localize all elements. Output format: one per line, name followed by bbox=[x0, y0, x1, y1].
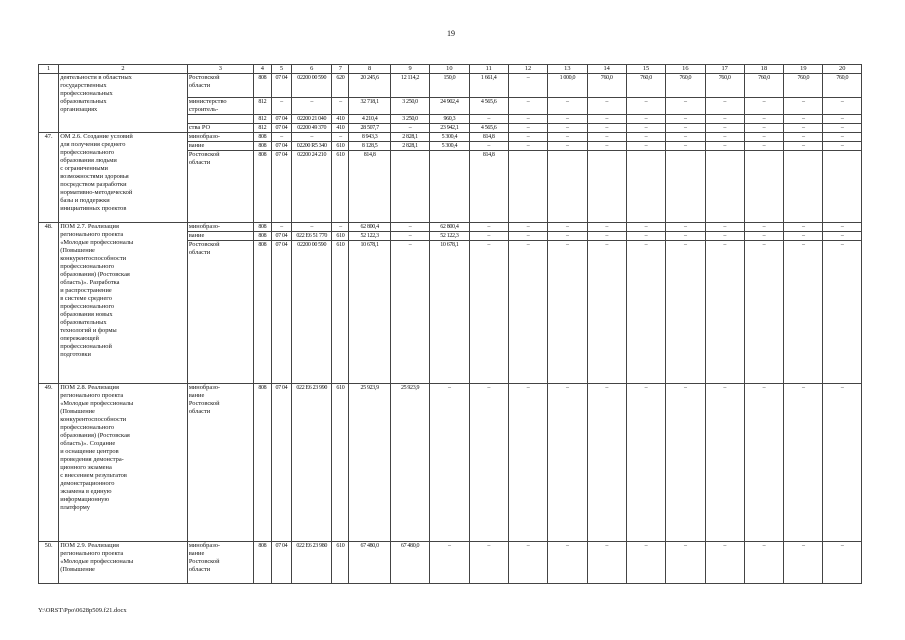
executor: ства РО bbox=[187, 124, 253, 133]
year-value: 2 828,1 bbox=[390, 133, 429, 142]
year-value: – bbox=[430, 384, 469, 542]
total-value: 25 923,9 bbox=[349, 384, 390, 542]
year-value: 62 800,4 bbox=[430, 223, 469, 232]
year-value: – bbox=[587, 232, 626, 241]
year-value: – bbox=[705, 115, 744, 124]
year-value: – bbox=[469, 241, 508, 384]
activity-name: ПОМ 2.8. Реализация регионального проекта «Молодые профессионалы (Повышение конкурентоспособности профессионального образования) (Ростовская область)». Создание и оснащение центров проведения демонстра- ционного экзамена с внесением результатов демонстрационного экзамена в единую информационную платформу bbox=[59, 384, 188, 542]
year-value bbox=[744, 151, 783, 223]
section-code: 07 04 bbox=[271, 142, 291, 151]
year-value bbox=[587, 151, 626, 223]
year-value: 5 300,4 bbox=[430, 142, 469, 151]
year-value: – bbox=[744, 232, 783, 241]
expense-type: – bbox=[332, 133, 349, 142]
year-value: – bbox=[548, 142, 587, 151]
column-number: 6 bbox=[292, 65, 332, 74]
year-value: – bbox=[705, 232, 744, 241]
column-number: 18 bbox=[744, 65, 783, 74]
year-value: – bbox=[548, 542, 587, 584]
year-value: – bbox=[784, 98, 823, 115]
year-value: – bbox=[744, 98, 783, 115]
section-code: – bbox=[271, 98, 291, 115]
expense-type: – bbox=[332, 98, 349, 115]
year-value: – bbox=[548, 223, 587, 232]
expense-type: 610 bbox=[332, 542, 349, 584]
year-value: – bbox=[784, 241, 823, 384]
year-value: – bbox=[587, 241, 626, 384]
year-value: 12 114,2 bbox=[390, 74, 429, 98]
total-value: 8 943,3 bbox=[349, 133, 390, 142]
column-number: 4 bbox=[253, 65, 271, 74]
year-value: – bbox=[587, 223, 626, 232]
activity-name: ПОМ 2.9. Реализация регионального проекта «Молодые профессионалы (Повышение bbox=[59, 542, 188, 584]
year-value bbox=[666, 151, 705, 223]
column-number: 15 bbox=[626, 65, 665, 74]
gov-code: 808 bbox=[253, 223, 271, 232]
year-value: 10 678,1 bbox=[430, 241, 469, 384]
column-number: 1 bbox=[39, 65, 59, 74]
year-value bbox=[823, 151, 862, 223]
total-value: 67 480,0 bbox=[349, 542, 390, 584]
year-value: – bbox=[666, 542, 705, 584]
year-value bbox=[784, 151, 823, 223]
executor: Ростовской области bbox=[187, 74, 253, 98]
row-number: 48. bbox=[39, 223, 59, 384]
executor: минобразо- bbox=[187, 133, 253, 142]
table-row bbox=[39, 384, 862, 542]
year-value: – bbox=[823, 142, 862, 151]
year-value: – bbox=[469, 115, 508, 124]
gov-code: 808 bbox=[253, 542, 271, 584]
year-value: – bbox=[666, 115, 705, 124]
year-value: – bbox=[390, 223, 429, 232]
column-number: 14 bbox=[587, 65, 626, 74]
year-value: – bbox=[744, 124, 783, 133]
column-number: 16 bbox=[666, 65, 705, 74]
gov-code: 812 bbox=[253, 98, 271, 115]
table-row bbox=[39, 74, 862, 98]
year-value: 960,3 bbox=[430, 115, 469, 124]
total-value: 20 245,6 bbox=[349, 74, 390, 98]
year-value: – bbox=[587, 133, 626, 142]
year-value bbox=[548, 151, 587, 223]
year-value: – bbox=[705, 241, 744, 384]
year-value: – bbox=[626, 115, 665, 124]
page-number: 19 bbox=[447, 29, 455, 38]
gov-code: 808 bbox=[253, 241, 271, 384]
year-value: 24 902,4 bbox=[430, 98, 469, 115]
year-value: – bbox=[626, 232, 665, 241]
year-value: – bbox=[548, 98, 587, 115]
column-number: 12 bbox=[508, 65, 547, 74]
executor bbox=[187, 115, 253, 124]
executor: вание bbox=[187, 142, 253, 151]
target-article: 022 E6 23 990 bbox=[292, 384, 332, 542]
year-value: – bbox=[508, 542, 547, 584]
year-value: – bbox=[666, 384, 705, 542]
section-code: 07 04 bbox=[271, 74, 291, 98]
table-row bbox=[39, 542, 862, 584]
target-article: 02200 00 590 bbox=[292, 74, 332, 98]
column-number: 5 bbox=[271, 65, 291, 74]
year-value bbox=[430, 151, 469, 223]
year-value: – bbox=[784, 223, 823, 232]
year-value: 2 828,1 bbox=[390, 142, 429, 151]
expense-type: 610 bbox=[332, 232, 349, 241]
year-value: – bbox=[548, 115, 587, 124]
executor: министерство строитель- bbox=[187, 98, 253, 115]
year-value: – bbox=[666, 133, 705, 142]
target-article: – bbox=[292, 223, 332, 232]
target-article: 02200 R5 340 bbox=[292, 142, 332, 151]
total-value: 62 800,4 bbox=[349, 223, 390, 232]
target-article: – bbox=[292, 98, 332, 115]
year-value: – bbox=[666, 142, 705, 151]
activity-name: ОМ 2.6. Создание условий для получения среднего профессионального образования людьми с ограниченными возможностями здоровья посредством разработки нормативно-методической базы и поддержки инициативных проектов bbox=[59, 133, 188, 223]
year-value: 1 661,4 bbox=[469, 74, 508, 98]
file-path-footer: Y:\ORST\Ppo\0628p509.f21.docx bbox=[38, 607, 127, 614]
year-value: 760,0 bbox=[744, 74, 783, 98]
year-value: – bbox=[548, 232, 587, 241]
year-value: – bbox=[705, 133, 744, 142]
column-number: 20 bbox=[823, 65, 862, 74]
year-value: 25 923,9 bbox=[390, 384, 429, 542]
gov-code: 808 bbox=[253, 232, 271, 241]
year-value: – bbox=[587, 115, 626, 124]
year-value: – bbox=[469, 142, 508, 151]
year-value: – bbox=[823, 223, 862, 232]
column-number-row bbox=[39, 65, 862, 74]
column-number: 19 bbox=[784, 65, 823, 74]
year-value: – bbox=[469, 384, 508, 542]
year-value: – bbox=[508, 384, 547, 542]
year-value: 760,0 bbox=[666, 74, 705, 98]
year-value: – bbox=[626, 241, 665, 384]
year-value: – bbox=[744, 142, 783, 151]
row-number: 49. bbox=[39, 384, 59, 542]
total-value: 32 718,1 bbox=[349, 98, 390, 115]
column-number: 8 bbox=[349, 65, 390, 74]
column-number: 3 bbox=[187, 65, 253, 74]
year-value: – bbox=[744, 115, 783, 124]
year-value: 52 122,3 bbox=[430, 232, 469, 241]
section-code: – bbox=[271, 133, 291, 142]
year-value: – bbox=[626, 98, 665, 115]
year-value: – bbox=[744, 384, 783, 542]
total-value: 52 122,3 bbox=[349, 232, 390, 241]
year-value: – bbox=[626, 133, 665, 142]
year-value: 814,8 bbox=[469, 133, 508, 142]
section-code: 07 04 bbox=[271, 542, 291, 584]
expense-type: – bbox=[332, 223, 349, 232]
target-article: 02200 49 370 bbox=[292, 124, 332, 133]
year-value: – bbox=[823, 241, 862, 384]
year-value: – bbox=[508, 124, 547, 133]
year-value: – bbox=[823, 98, 862, 115]
target-article: 02200 24 210 bbox=[292, 151, 332, 223]
year-value: – bbox=[508, 241, 547, 384]
year-value bbox=[705, 151, 744, 223]
year-value: 1 000,0 bbox=[548, 74, 587, 98]
gov-code: 808 bbox=[253, 74, 271, 98]
year-value: – bbox=[744, 223, 783, 232]
year-value: – bbox=[666, 98, 705, 115]
year-value: – bbox=[744, 241, 783, 384]
year-value: 67 480,0 bbox=[390, 542, 429, 584]
activity-name: ПОМ 2.7. Реализация регионального проекта «Молодые профессионалы (Повышение конкурентоспособности профессионального образования) (Ростовская область)». Разработка и распространение в системе среднего профессионального образования новых образовательных технологий и формы опережающей профессиональной подготовки bbox=[59, 223, 188, 384]
expense-type: 410 bbox=[332, 115, 349, 124]
section-code: – bbox=[271, 223, 291, 232]
year-value: – bbox=[784, 542, 823, 584]
year-value: – bbox=[508, 133, 547, 142]
year-value: – bbox=[469, 223, 508, 232]
section-code: 07 04 bbox=[271, 384, 291, 542]
year-value: – bbox=[390, 232, 429, 241]
budget-table bbox=[38, 64, 862, 584]
gov-code: 812 bbox=[253, 115, 271, 124]
column-number: 17 bbox=[705, 65, 744, 74]
target-article: 02200 00 590 bbox=[292, 241, 332, 384]
total-value: 814,8 bbox=[349, 151, 390, 223]
gov-code: 808 bbox=[253, 384, 271, 542]
year-value: – bbox=[548, 241, 587, 384]
column-number: 13 bbox=[548, 65, 587, 74]
column-number: 11 bbox=[469, 65, 508, 74]
year-value bbox=[508, 151, 547, 223]
year-value: – bbox=[390, 124, 429, 133]
total-value: 10 678,1 bbox=[349, 241, 390, 384]
year-value: – bbox=[823, 115, 862, 124]
row-number: 50. bbox=[39, 542, 59, 584]
year-value: – bbox=[823, 133, 862, 142]
year-value: – bbox=[469, 542, 508, 584]
column-number: 2 bbox=[59, 65, 188, 74]
year-value: – bbox=[705, 142, 744, 151]
year-value: – bbox=[784, 232, 823, 241]
year-value: – bbox=[626, 384, 665, 542]
section-code: 07 04 bbox=[271, 151, 291, 223]
target-article: – bbox=[292, 133, 332, 142]
total-value: 4 210,4 bbox=[349, 115, 390, 124]
year-value: 23 942,1 bbox=[430, 124, 469, 133]
year-value: 760,0 bbox=[587, 74, 626, 98]
activity-name: деятельности в областных государственных профессиональных образовательных организациях bbox=[59, 74, 188, 133]
year-value: – bbox=[705, 124, 744, 133]
executor: минобразо- bbox=[187, 223, 253, 232]
expense-type: 610 bbox=[332, 142, 349, 151]
year-value: – bbox=[626, 223, 665, 232]
year-value: 760,0 bbox=[823, 74, 862, 98]
year-value: – bbox=[784, 142, 823, 151]
year-value: – bbox=[390, 241, 429, 384]
year-value: – bbox=[784, 133, 823, 142]
expense-type: 610 bbox=[332, 384, 349, 542]
gov-code: 808 bbox=[253, 151, 271, 223]
year-value: – bbox=[626, 142, 665, 151]
executor: минобразо- вание Ростовской области bbox=[187, 384, 253, 542]
expense-type: 620 bbox=[332, 74, 349, 98]
year-value: – bbox=[784, 124, 823, 133]
year-value: – bbox=[823, 124, 862, 133]
year-value: – bbox=[548, 124, 587, 133]
executor: Ростовской области bbox=[187, 151, 253, 223]
executor: минобразо- вание Ростовской области bbox=[187, 542, 253, 584]
gov-code: 808 bbox=[253, 133, 271, 142]
row-number bbox=[39, 74, 59, 133]
year-value: – bbox=[784, 115, 823, 124]
year-value: – bbox=[508, 142, 547, 151]
year-value: – bbox=[430, 542, 469, 584]
year-value: – bbox=[587, 142, 626, 151]
year-value: 5 300,4 bbox=[430, 133, 469, 142]
year-value: – bbox=[508, 232, 547, 241]
year-value: – bbox=[548, 384, 587, 542]
year-value: – bbox=[784, 384, 823, 542]
year-value: – bbox=[705, 223, 744, 232]
target-article: 02200 21 040 bbox=[292, 115, 332, 124]
year-value: – bbox=[587, 542, 626, 584]
year-value: – bbox=[587, 124, 626, 133]
year-value: – bbox=[508, 115, 547, 124]
year-value: – bbox=[705, 98, 744, 115]
year-value: – bbox=[626, 542, 665, 584]
year-value: 760,0 bbox=[705, 74, 744, 98]
year-value: – bbox=[626, 124, 665, 133]
section-code: 07 04 bbox=[271, 232, 291, 241]
year-value: – bbox=[508, 223, 547, 232]
year-value: – bbox=[666, 223, 705, 232]
year-value: – bbox=[508, 98, 547, 115]
column-number: 10 bbox=[430, 65, 469, 74]
target-article: 022 E6 23 980 bbox=[292, 542, 332, 584]
expense-type: 410 bbox=[332, 124, 349, 133]
year-value: – bbox=[508, 74, 547, 98]
year-value: – bbox=[469, 232, 508, 241]
section-code: 07 04 bbox=[271, 124, 291, 133]
year-value: – bbox=[744, 133, 783, 142]
year-value: 4 565,6 bbox=[469, 124, 508, 133]
executor: Ростовской области bbox=[187, 241, 253, 384]
year-value: – bbox=[705, 384, 744, 542]
total-value: 28 507,7 bbox=[349, 124, 390, 133]
expense-type: 610 bbox=[332, 151, 349, 223]
year-value: 760,0 bbox=[626, 74, 665, 98]
gov-code: 812 bbox=[253, 124, 271, 133]
year-value bbox=[390, 151, 429, 223]
year-value: – bbox=[744, 542, 783, 584]
year-value: – bbox=[587, 384, 626, 542]
year-value: 4 565,6 bbox=[469, 98, 508, 115]
section-code: 07 04 bbox=[271, 115, 291, 124]
year-value: – bbox=[666, 232, 705, 241]
column-number: 7 bbox=[332, 65, 349, 74]
year-value: – bbox=[823, 232, 862, 241]
year-value: – bbox=[666, 124, 705, 133]
year-value: – bbox=[548, 133, 587, 142]
total-value: 8 128,5 bbox=[349, 142, 390, 151]
column-number: 9 bbox=[390, 65, 429, 74]
table-row bbox=[39, 223, 862, 232]
year-value: – bbox=[587, 98, 626, 115]
year-value: 150,0 bbox=[430, 74, 469, 98]
year-value: 3 250,0 bbox=[390, 98, 429, 115]
year-value: – bbox=[823, 384, 862, 542]
year-value: – bbox=[823, 542, 862, 584]
table-row bbox=[39, 133, 862, 142]
expense-type: 610 bbox=[332, 241, 349, 384]
year-value: 814,8 bbox=[469, 151, 508, 223]
year-value: 3 250,0 bbox=[390, 115, 429, 124]
target-article: 022 E6 51 770 bbox=[292, 232, 332, 241]
row-number: 47. bbox=[39, 133, 59, 223]
year-value: – bbox=[705, 542, 744, 584]
year-value: – bbox=[666, 241, 705, 384]
executor: вание bbox=[187, 232, 253, 241]
year-value: 760,0 bbox=[784, 74, 823, 98]
section-code: 07 04 bbox=[271, 241, 291, 384]
gov-code: 808 bbox=[253, 142, 271, 151]
year-value bbox=[626, 151, 665, 223]
